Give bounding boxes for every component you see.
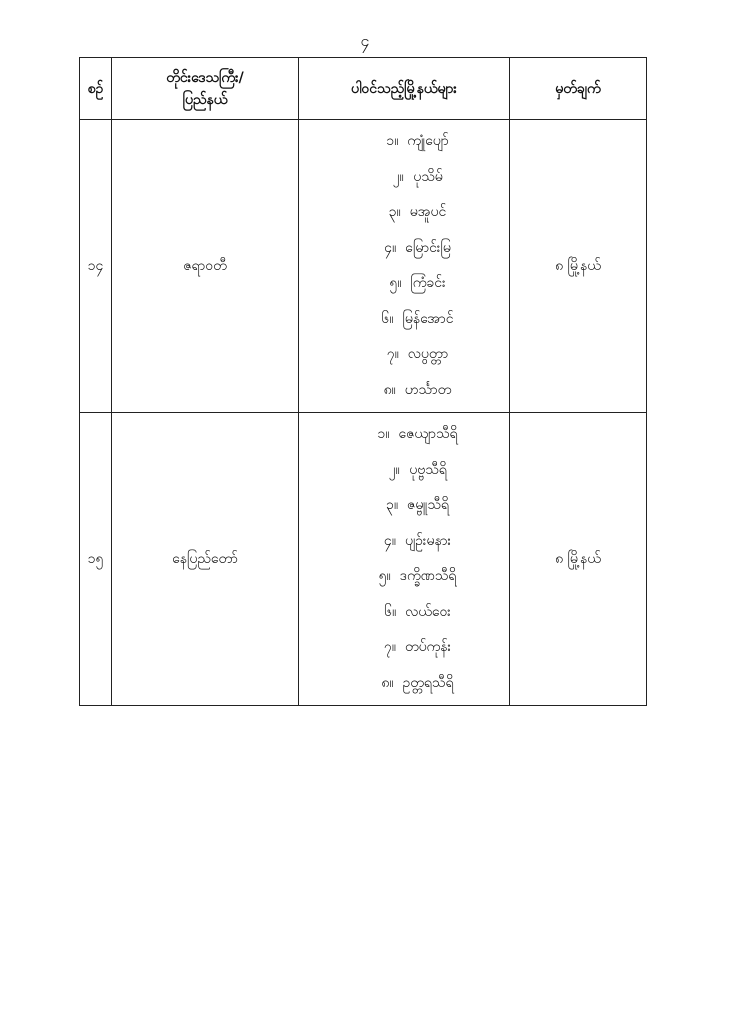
- list-item: [317, 630, 509, 666]
- town-name: မြောင်းမြ: [405, 239, 451, 256]
- remark: ၈ မြို့နယ်: [510, 413, 647, 706]
- list-item: [317, 453, 509, 489]
- town-number: ၄။: [383, 532, 397, 549]
- list-item: [317, 195, 509, 231]
- town-cell: [299, 413, 510, 706]
- town-name: မအူပင်: [409, 204, 447, 220]
- town-number: ၈။: [383, 381, 396, 398]
- header-region-line1: တိုင်းဒေသကြီး/: [166, 69, 244, 86]
- town-number: ၃။: [385, 497, 399, 513]
- list-item: [317, 160, 509, 196]
- town-name: ဥတ္တရသီရိ: [402, 674, 454, 691]
- region-name: နေပြည်တော်: [112, 413, 299, 706]
- town-name: ကျုံပျော်: [407, 133, 449, 149]
- town-name: တပ်ကုန်း: [404, 639, 452, 655]
- town-number: ၃။: [388, 204, 401, 220]
- header-towns: ပါဝင်သည့်မြို့နယ်များ: [299, 58, 510, 120]
- town-number: ၅။: [378, 568, 391, 584]
- townships-table: [79, 57, 647, 706]
- remark: ၈ မြို့နယ်: [510, 120, 647, 413]
- page-number: ၄: [360, 31, 370, 50]
- town-name: မြန်အောင်: [402, 310, 454, 327]
- header-region: [112, 58, 299, 120]
- town-number: ၂။: [392, 168, 404, 185]
- row-number: ၁၄: [80, 120, 112, 413]
- list-item: [317, 124, 509, 160]
- town-number: ၂။: [388, 461, 400, 478]
- town-name: ကြံခင်း: [410, 275, 446, 291]
- town-list: [299, 120, 509, 412]
- town-name: လပွတ္တာ: [407, 346, 449, 362]
- table-row: [80, 413, 647, 706]
- table-row: [80, 120, 647, 413]
- town-number: ၁။: [386, 133, 399, 149]
- town-number: ၇။: [383, 639, 396, 655]
- town-name: ပုဗ္ဗသီရိ: [409, 461, 447, 478]
- town-number: ၆။: [381, 310, 394, 327]
- town-number: ၅။: [389, 275, 402, 291]
- town-number: ၇။: [386, 346, 399, 362]
- town-name: ပုသိမ်: [413, 168, 443, 185]
- town-number: ၄။: [384, 239, 397, 256]
- town-number: ၆။: [384, 603, 397, 620]
- header-no: စဉ်: [80, 58, 112, 120]
- list-item: [317, 266, 509, 302]
- list-item: [317, 524, 509, 560]
- list-item: [317, 559, 509, 595]
- town-name: ဟင်္သာတ: [404, 381, 452, 398]
- row-number: ၁၅: [80, 413, 112, 706]
- list-item: [317, 337, 509, 373]
- town-number: ၈။: [381, 674, 394, 691]
- town-number: ၁။: [377, 426, 390, 442]
- list-item: [317, 488, 509, 524]
- town-name: ဇေယျာသီရိ: [398, 426, 458, 442]
- region-name: ဇရာဝတီ: [112, 120, 299, 413]
- list-item: [317, 373, 509, 409]
- town-name: ဇမ္ဗူသီရိ: [407, 497, 449, 513]
- town-name: ဒက္ခိဏသီရိ: [399, 568, 457, 584]
- list-item: [317, 666, 509, 702]
- town-cell: [299, 120, 510, 413]
- header-remark: မှတ်ချက်: [510, 58, 647, 120]
- header-region-line2: ပြည်နယ်: [182, 91, 228, 108]
- list-item: [317, 417, 509, 453]
- town-name: လယ်ဝေး: [405, 603, 451, 620]
- list-item: [317, 231, 509, 267]
- table-header-row: [80, 58, 647, 120]
- list-item: [317, 595, 509, 631]
- list-item: [317, 302, 509, 338]
- town-name: ပျဉ်းမနား: [404, 532, 452, 549]
- town-list: [299, 413, 509, 705]
